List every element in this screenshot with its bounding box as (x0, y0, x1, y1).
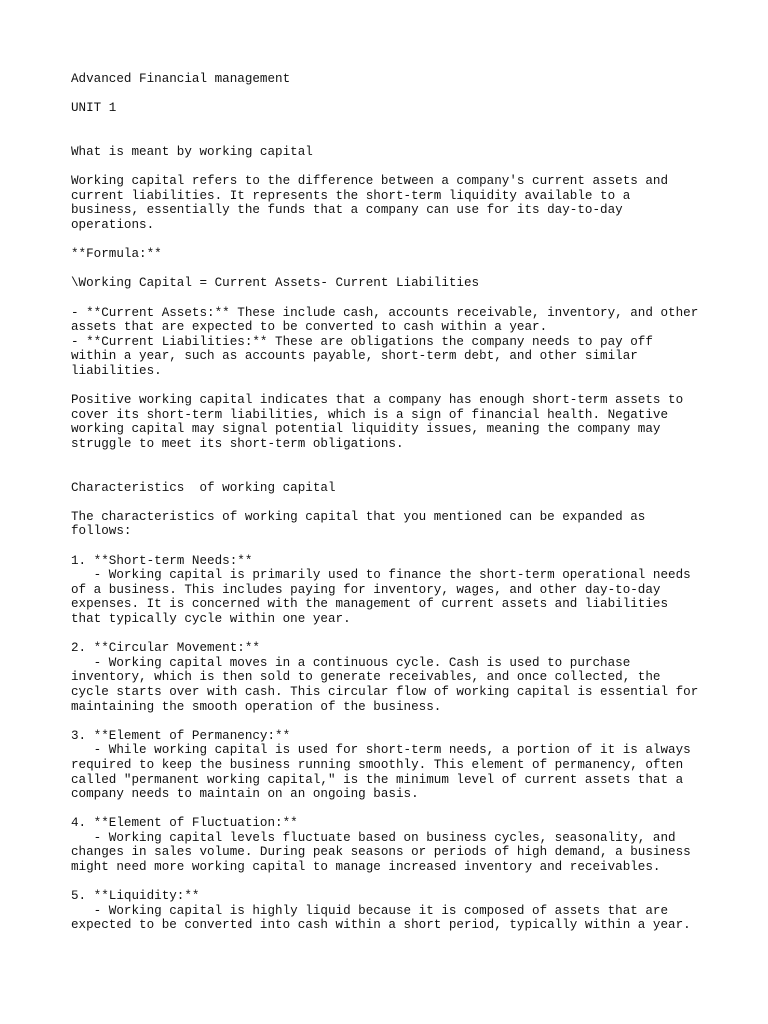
text-line: company needs to maintain on an ongoing basis. (71, 787, 419, 802)
text-line: Working capital refers to the difference between a company's current assets and (71, 174, 669, 189)
section-heading: What is meant by working capital (71, 144, 313, 159)
document-title: Advanced Financial management (71, 72, 291, 86)
list-item: within a year, such as accounts payable, short-term debt, and other similar (71, 349, 638, 364)
text-line: 5. **Liquidity:** (71, 889, 200, 904)
text-line: operations. (71, 217, 155, 232)
list-item: - **Current Liabilities:** These are obligations the company needs to pay off (71, 334, 653, 349)
paragraph (71, 174, 711, 232)
text-line: - Working capital levels fluctuate based on business cycles, seasonality, and (71, 830, 676, 845)
section-heading: Characteristics of working capital (71, 480, 336, 495)
text-line: inventory, which is then sold to generate receivables, and once collected, the (71, 670, 661, 685)
document-title-block (71, 72, 711, 87)
text-line: The characteristics of working capital that you mentioned can be expanded as (71, 509, 646, 524)
bullet-list (71, 306, 711, 379)
list-item (71, 641, 711, 714)
text-line: changes in sales volume. During peak seasons or periods of high demand, a business (71, 845, 691, 860)
paragraph (71, 393, 711, 451)
text-line: called "permanent working capital," is the minimum level of current assets that a (71, 772, 684, 787)
list-item (71, 729, 711, 802)
text-line: 3. **Element of Permanency:** (71, 728, 291, 743)
unit-heading: UNIT 1 (71, 101, 117, 116)
section-heading-block (71, 145, 711, 160)
text-line: maintaining the smooth operation of the business. (71, 699, 442, 714)
text-line: struggle to meet its short-term obligations. (71, 436, 404, 451)
text-line: - While working capital is used for short-term needs, a portion of it is always (71, 743, 691, 758)
text-line: business, essentially the funds that a company can use for its day-to-day (71, 203, 623, 218)
text-line: cycle starts over with cash. This circular flow of working capital is essential for (71, 684, 699, 699)
text-line: required to keep the business running smoothly. This element of permanency, often (71, 757, 684, 772)
text-line: cover its short-term liabilities, which is a sign of financial health. Negative (71, 407, 669, 422)
document-content (71, 72, 711, 948)
list-item (71, 889, 711, 933)
paragraph (71, 510, 711, 539)
text-line: follows: (71, 524, 132, 539)
text-line: expected to be converted into cash within a short period, typically within a year. (71, 918, 691, 933)
formula-block (71, 276, 711, 291)
text-line: - Working capital is primarily used to finance the short-term operational needs (71, 568, 691, 583)
formula-label: **Formula:** (71, 247, 162, 262)
unit-heading-block (71, 101, 711, 116)
text-line: Positive working capital indicates that a company has enough short-term assets to (71, 393, 684, 408)
text-line: working capital may signal potential liquidity issues, meaning the company may (71, 422, 661, 437)
formula-text: \Working Capital = Current Assets- Current Liabilities (71, 276, 480, 291)
list-item (71, 816, 711, 874)
text-line: expenses. It is concerned with the management of current assets and liabilities (71, 597, 669, 612)
text-line: - Working capital moves in a continuous cycle. Cash is used to purchase (71, 655, 631, 670)
text-line: 2. **Circular Movement:** (71, 641, 260, 656)
text-line: - Working capital is highly liquid because it is composed of assets that are (71, 903, 669, 918)
list-item: assets that are expected to be converted to cash within a year. (71, 320, 548, 335)
list-item: - **Current Assets:** These include cash, accounts receivable, inventory, and other (71, 305, 699, 320)
text-line: of a business. This includes paying for inventory, wages, and other day-to-day (71, 582, 661, 597)
text-line: 1. **Short-term Needs:** (71, 553, 253, 568)
list-item (71, 554, 711, 627)
text-line: might need more working capital to manage increased inventory and receivables. (71, 860, 661, 875)
list-item: liabilities. (71, 363, 162, 378)
formula-label-block (71, 247, 711, 262)
section-heading-block (71, 481, 711, 496)
text-line: that typically cycle within one year. (71, 611, 351, 626)
text-line: 4. **Element of Fluctuation:** (71, 816, 298, 831)
text-line: current liabilities. It represents the short-term liquidity available to a (71, 188, 631, 203)
